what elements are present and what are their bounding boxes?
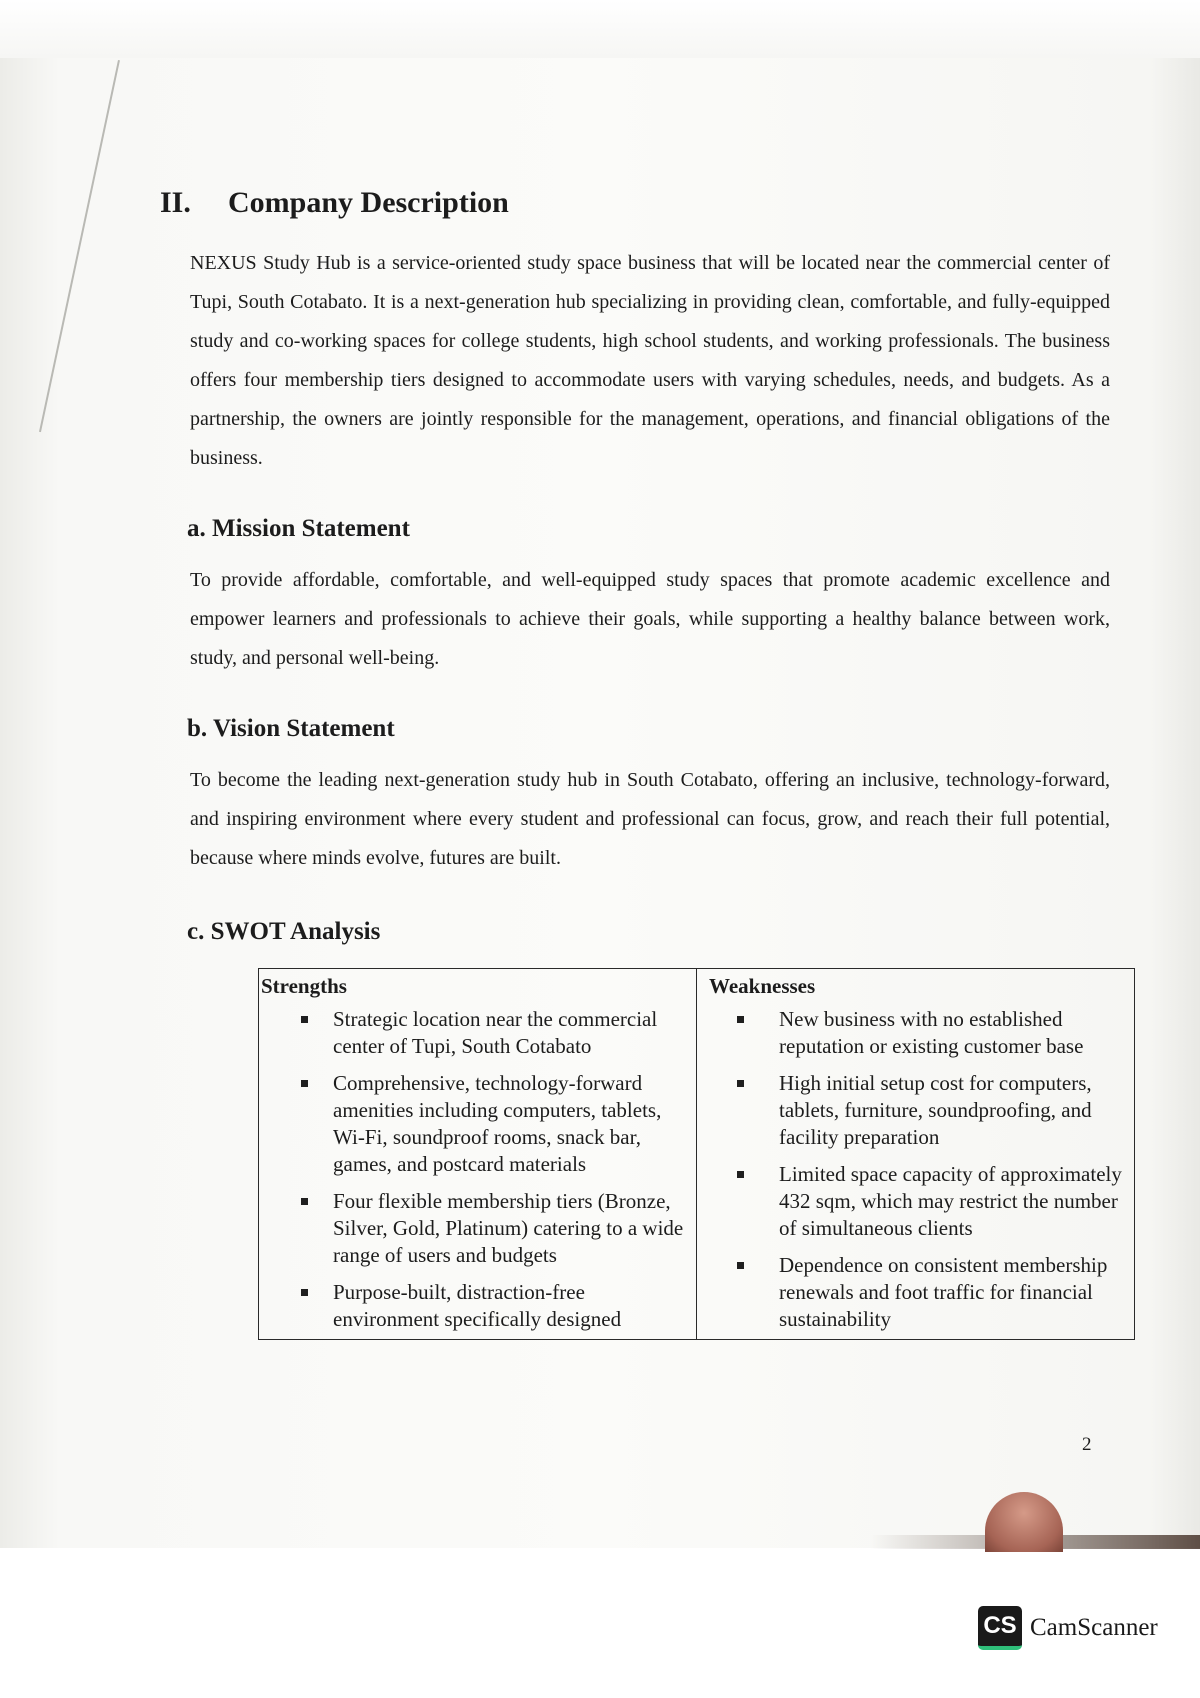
strength-item: Strategic location near the commercial center of Tupi, South Cotabato [261,1006,696,1060]
weakness-item: High initial setup cost for computers, tablets, furniture, soundproofing, and facility preparation [709,1070,1134,1151]
square-bullet-icon [301,1016,308,1023]
square-bullet-icon [301,1198,308,1205]
strength-item: Purpose-built, distraction-free environment specifically designed [261,1279,696,1333]
mission-heading: a. Mission Statement [187,515,410,542]
weakness-item: Limited space capacity of approximately 432 sqm, which may restrict the number of simultaneous clients [709,1161,1134,1242]
camscanner-logo-icon: CS [978,1606,1022,1650]
square-bullet-icon [301,1289,308,1296]
mission-paragraph: To provide affordable, comfortable, and well-equipped study spaces that promote academic excellence and empower learners and professionals to achieve their goals, while supporting a healthy balance between work, study, and personal well-being. [190,569,1110,669]
strengths-header: Strengths [259,969,697,1003]
swot-heading: c. SWOT Analysis [187,918,381,945]
weaknesses-header: Weaknesses [697,969,1135,1003]
section-heading [160,186,509,220]
camscanner-watermark [978,1606,1178,1650]
weakness-item: New business with no established reputation or existing customer base [709,1006,1134,1060]
square-bullet-icon [737,1171,744,1178]
square-bullet-icon [737,1262,744,1269]
weaknesses-cell [697,1002,1135,1340]
square-bullet-icon [301,1080,308,1087]
vision-heading: b. Vision Statement [187,715,395,742]
square-bullet-icon [737,1016,744,1023]
swot-table [258,968,1135,1340]
strengths-list [261,1006,696,1333]
weaknesses-list [709,1006,1134,1333]
camscanner-app-name: CamScanner [1030,1614,1158,1641]
strengths-cell [259,1002,697,1340]
page-number: 2 [1082,1434,1092,1455]
company-description-paragraph: NEXUS Study Hub is a service-oriented study space business that will be located near the commercial center of Tupi, South Cotabato. It is a next-generation hub specializing in providing clean, comfortable, and fully-equipped study and co-working spaces for college students, high school students, and working professionals. The business offers four membership tiers designed to accommodate users with varying schedules, needs, and budgets. As a partnership, the owners are jointly responsible for the management, operations, and financial obligations of the business. [190,252,1110,469]
section-number: II. [160,186,191,219]
section-title: Company Description [228,186,509,219]
strength-item: Four flexible membership tiers (Bronze, Silver, Gold, Platinum) catering to a wide range of users and budgets [261,1188,696,1269]
strength-item: Comprehensive, technology-forward amenities including computers, tablets, Wi-Fi, soundproof rooms, snack bar, games, and postcard materials [261,1070,696,1178]
scan-top-margin [0,0,1200,58]
square-bullet-icon [737,1080,744,1087]
weakness-item: Dependence on consistent membership renewals and foot traffic for financial sustainability [709,1252,1134,1333]
vision-paragraph: To become the leading next-generation study hub in South Cotabato, offering an inclusive, technology-forward, and inspiring environment where every student and professional can focus, grow, and reach their full potential, because where minds evolve, futures are built. [190,769,1110,869]
